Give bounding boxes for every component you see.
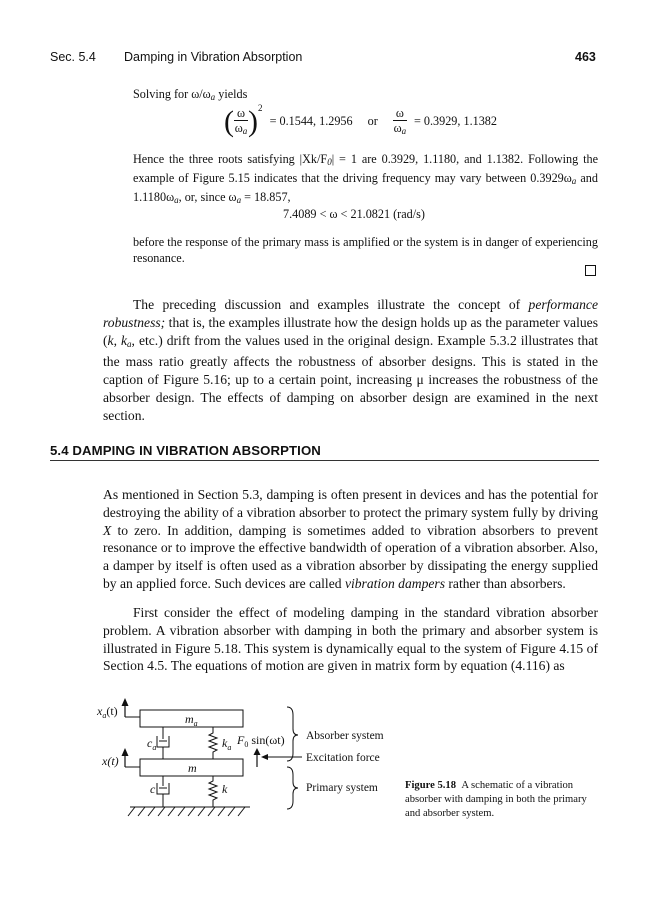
roots-paragraph: Hence the three roots satisfying $|Xk/F_0| = 1$ are 0.3929, 1.1180, and 1.1382. Following the example of Figure 5.15 indicates that the driving frequency may vary between $0.3929\omega_a$ and $1.1180\omega_a$, or, since $\omega_a = 18.857$,: [133, 152, 598, 205]
primary-spring: [209, 776, 217, 807]
page-number: 463: [575, 50, 596, 64]
xa-label: $x_a(t)$: [97, 704, 118, 720]
absorber-schematic: [95, 695, 405, 835]
primary-damper: [157, 776, 169, 807]
section-rule: [50, 460, 599, 461]
end-of-example-box: [585, 265, 596, 276]
primary-system-label: Primary system: [306, 782, 378, 794]
primary-brace: [287, 767, 298, 809]
x-displacement-arrow: [122, 748, 141, 767]
absorber-damper: [157, 727, 169, 759]
c-label: c: [150, 782, 156, 796]
equation-ratio-roots: ( $\frac{\omega}{\omega_a}$ )$^2$ = 0.1544, 1.2956 or $\frac{\omega}{\omega_a}$ = 0.3929, 1.1382: [224, 103, 497, 139]
ground-hatching: [128, 807, 250, 816]
force-label: $F_0$ sin(ωt): [237, 733, 285, 749]
after-inequality-text: before the response of the primary mass is amplified or the system is in danger of experiencing resonance.: [133, 235, 598, 265]
ca-label: $c_a$: [147, 736, 157, 752]
x-label: x(t): [102, 754, 119, 768]
xa-displacement-arrow: [122, 698, 141, 717]
body-paragraph-2: First consider the effect of modeling damping in the standard vibration absorber problem. A vibration absorber with damping in both the primary and absorber system is illustrated in Figure 5.18. This system is dynamically equal to the system of Figure 4.15 of Section 4.5. The equations of motion are given in matrix form by equation (4.116) as: [103, 605, 598, 674]
section-heading: 5.4 DAMPING IN VIBRATION ABSORPTION: [50, 443, 321, 458]
m-label: m: [188, 761, 197, 775]
figure-caption: Figure 5.18 A schematic of a vibration absorber with damping in both the primary and absorber system.: [405, 780, 587, 819]
running-header-title: Damping in Vibration Absorption: [124, 50, 303, 64]
k-label: k: [222, 782, 228, 796]
running-header-section: Sec. 5.4: [50, 50, 96, 64]
ma-label: $m_a$: [185, 712, 198, 728]
robustness-paragraph: The preceding discussion and examples illustrate the concept of performance robustness; that is, the examples illustrate how the design holds up as the parameter values (k, $k_a$, etc.) drift from the values used in the original design. Example 5.3.2 illustrates that the mass ratio greatly affects the robustness of absorber designs. This is stated in the caption of Figure 5.16; up to a certain point, increasing μ increases the robustness of the absorber design. The effects of damping on absorber design are examined in the next section.: [103, 297, 599, 423]
body-paragraph-1: As mentioned in Section 5.3, damping is often present in devices and has the potential for destroying the ability of a vibration absorber to protect the primary system fully by driving X to zero. In addition, damping is sometimes added to vibration absorbers to prevent resonance or to improve the effective bandwidth of operation of a vibration absorber. Also, a damper by itself is often used as a vibration absorber by dissipating the energy supplied by an applied force. Such devices are called vibration dampers rather than absorbers.: [103, 487, 598, 591]
absorber-brace: [287, 707, 298, 761]
excitation-leader-arrow: [261, 754, 302, 760]
absorber-spring: [209, 727, 217, 759]
solving-line: Solving for $\omega/\omega_a$ yields: [133, 87, 248, 102]
ka-label: $k_a$: [222, 736, 232, 752]
excitation-force-label: Excitation force: [306, 752, 380, 764]
absorber-system-label: Absorber system: [306, 730, 384, 742]
excitation-force-arrow: [254, 748, 261, 767]
frequency-inequality: 7.4089 < ω < 21.0821 (rad/s): [283, 207, 425, 221]
